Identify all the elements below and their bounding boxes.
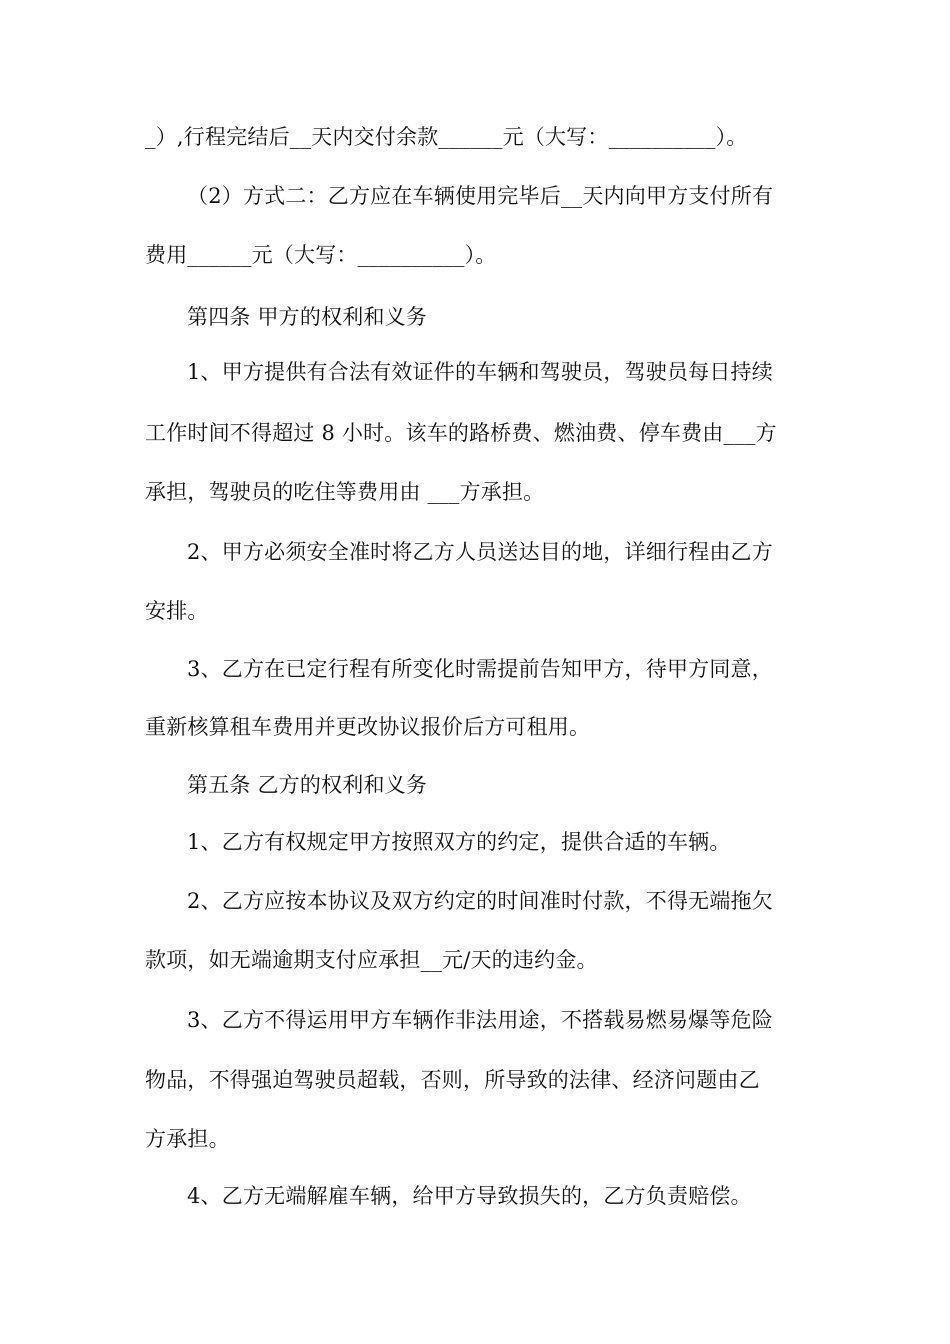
text-line-9: 安排。 bbox=[145, 599, 209, 623]
text-line-17: 物品，不得强迫驾驶员超载，否则，所导致的法律、经济问题由乙 bbox=[145, 1068, 760, 1092]
text-line-8: 2、甲方必须安全准时将乙方人员送达目的地，详细行程由乙方 bbox=[187, 540, 773, 564]
text-line-3: 费用______元（大写：__________）。 bbox=[145, 243, 497, 267]
text-line-7: 承担，驾驶员的吃住等费用由 ___方承担。 bbox=[145, 480, 545, 504]
text-line-19: 4、乙方无端解雇车辆，给甲方导致损失的，乙方负责赔偿。 bbox=[187, 1184, 752, 1208]
text-line-5: 1、甲方提供有合法有效证件的车辆和驾驶员，驾驶员每日持续 bbox=[187, 360, 773, 384]
section-heading-5: 第五条 乙方的权利和义务 bbox=[187, 773, 428, 797]
section-heading-4: 第四条 甲方的权利和义务 bbox=[187, 305, 428, 329]
text-line-6: 工作时间不得超过 8 小时。该车的路桥费、燃油费、停车费由___方 bbox=[145, 421, 777, 445]
text-line-11: 重新核算租车费用并更改协议报价后方可租用。 bbox=[145, 715, 591, 739]
text-line-1: _）,行程完结后__天内交付余款______元（大写：__________）。 bbox=[145, 125, 748, 149]
text-line-15: 款项，如无端逾期支付应承担__元/天的违约金。 bbox=[145, 948, 598, 972]
text-line-16: 3、乙方不得运用甲方车辆作非法用途，不搭载易燃易爆等危险 bbox=[187, 1008, 773, 1032]
text-line-14: 2、乙方应按本协议及双方约定的时间准时付款，不得无端拖欠 bbox=[187, 889, 773, 913]
text-line-13: 1、乙方有权规定甲方按照双方的约定，提供合适的车辆。 bbox=[187, 830, 731, 854]
text-line-18: 方承担。 bbox=[145, 1127, 230, 1151]
text-line-2: （2）方式二：乙方应在车辆使用完毕后__天内向甲方支付所有 bbox=[187, 184, 774, 208]
text-line-10: 3、乙方在已定行程有所变化时需提前告知甲方，待甲方同意， bbox=[187, 657, 773, 681]
